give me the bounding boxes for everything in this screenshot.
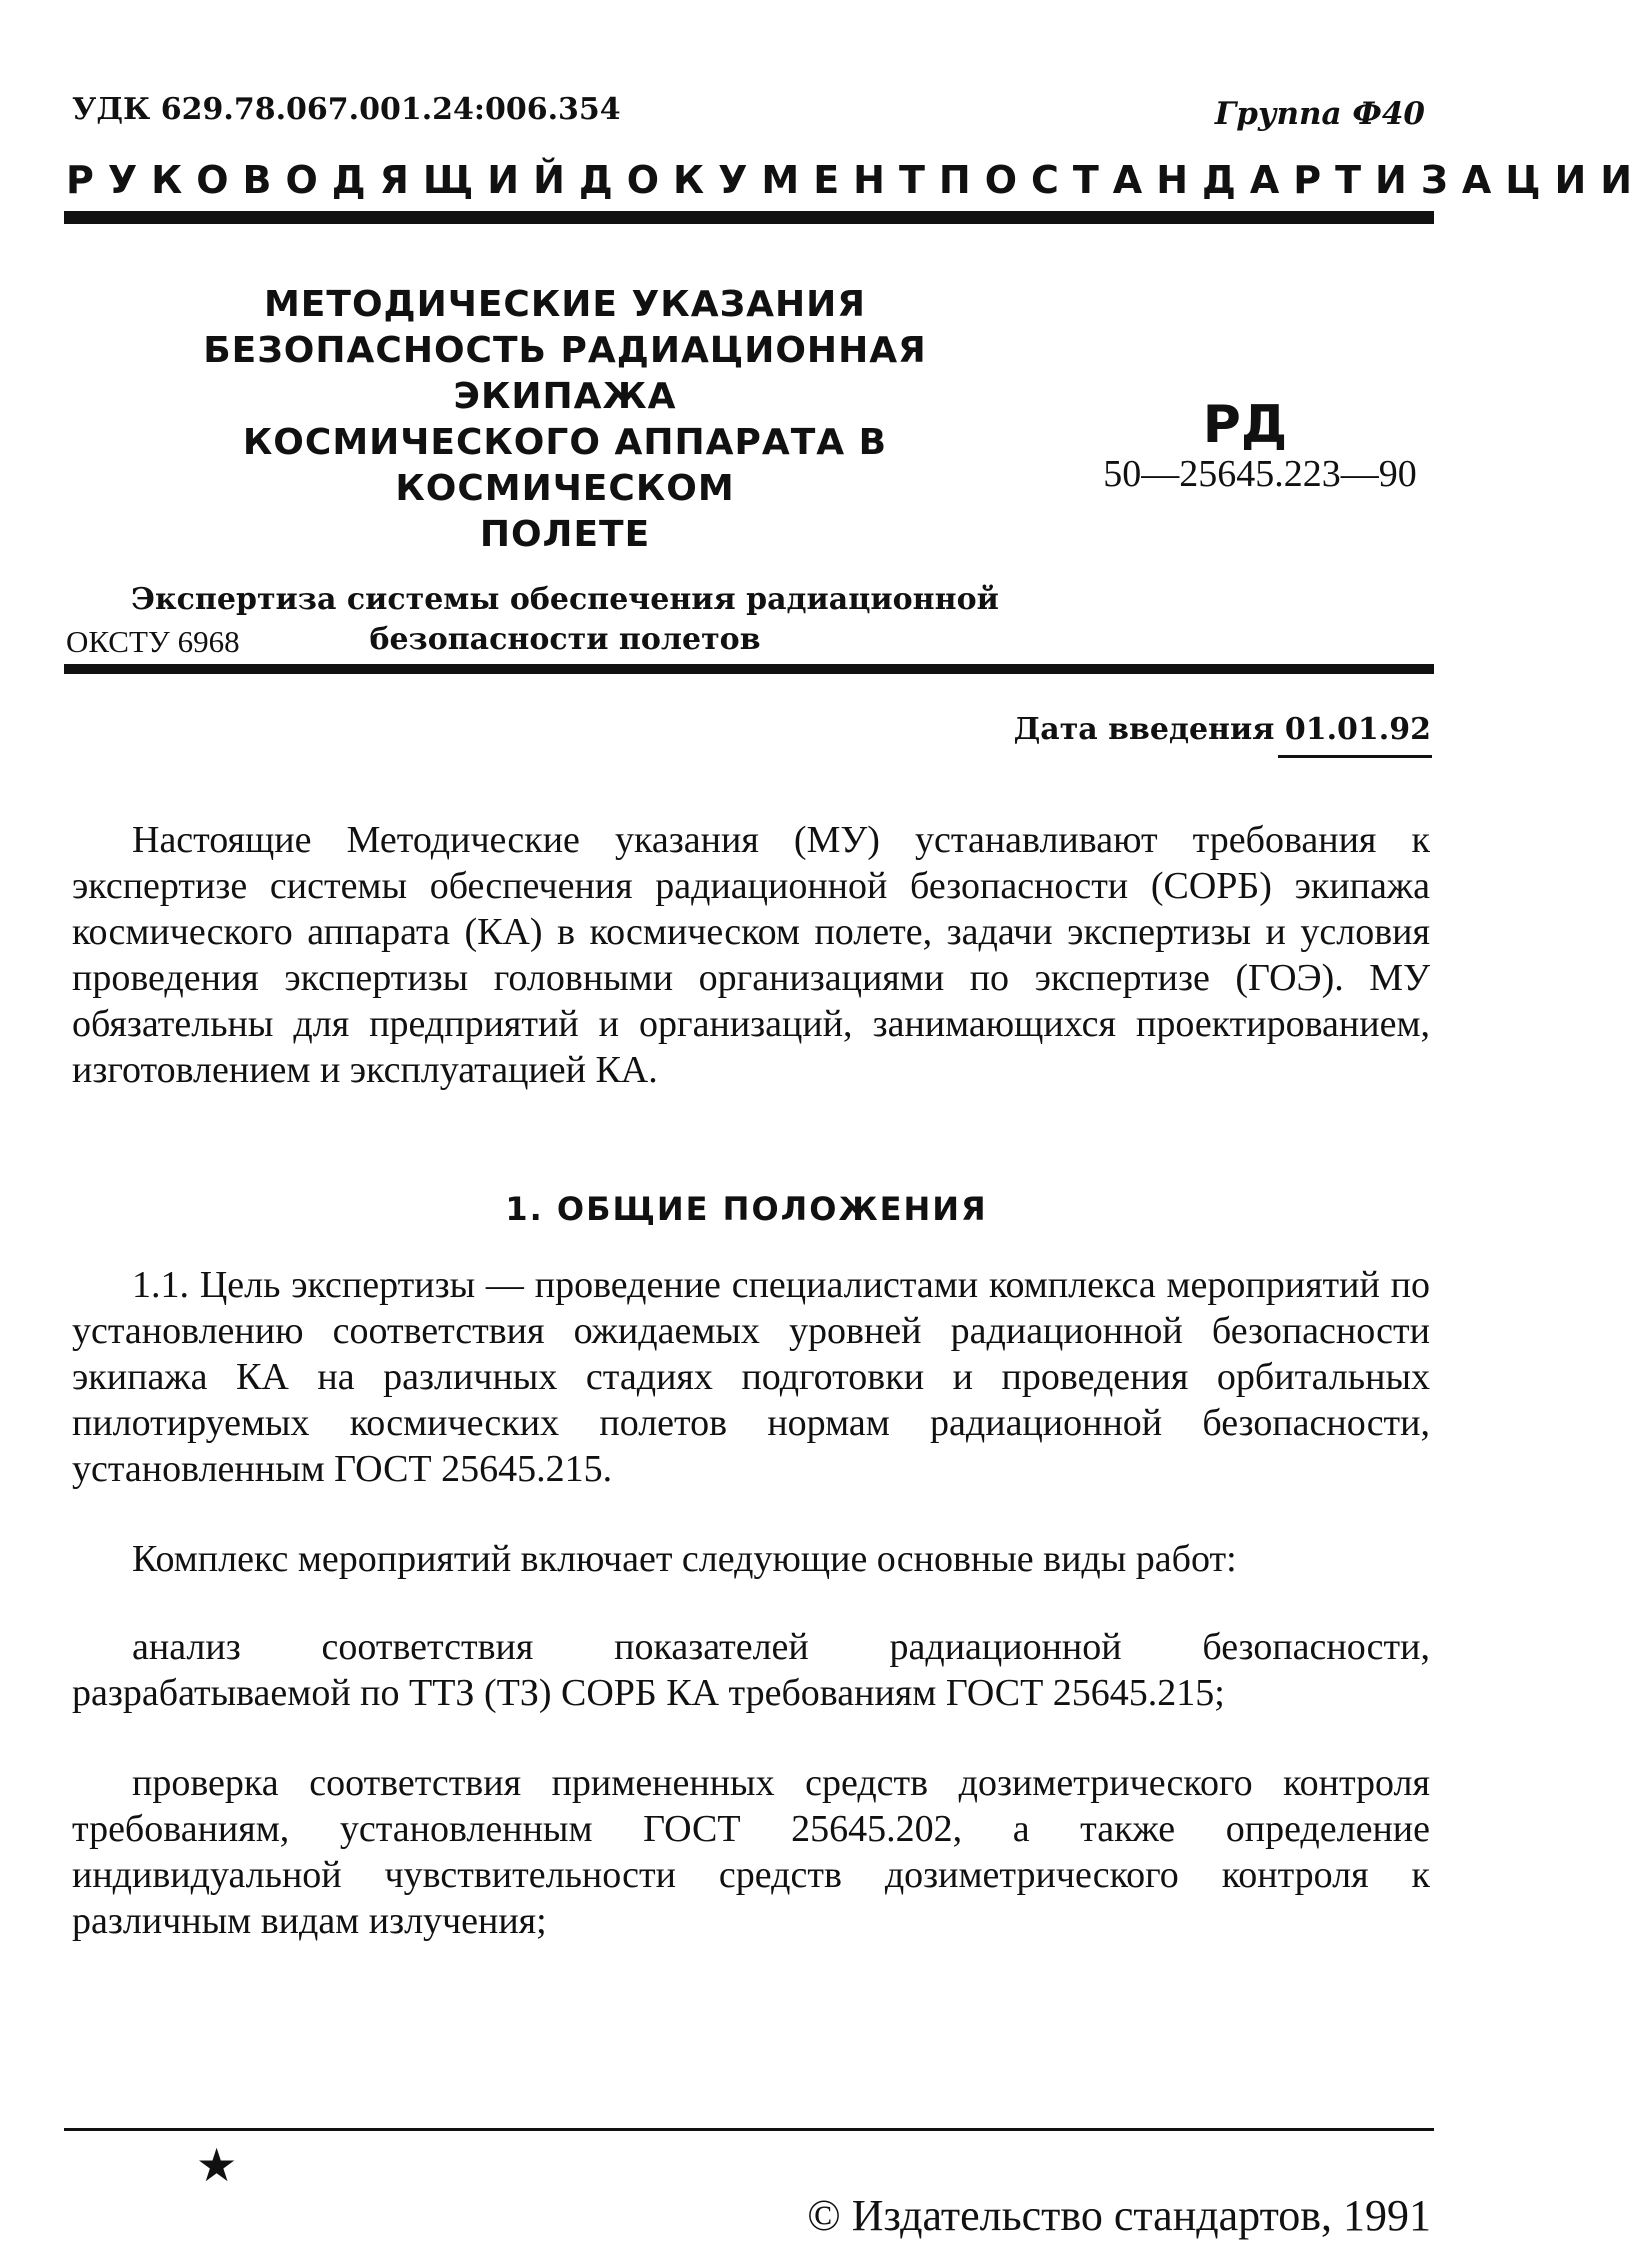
intro-paragraph: Настоящие Методические указания (МУ) устанавливают требования к экспертизе системы обеспечения радиационной безопасности (СОРБ) экипажа космического аппарата (КА) в космическом полете, задачи экспертизы и условия проведения экспертизы головными организациями по экспертизе (ГОЭ). МУ обязательны для предприятий и организаций, занимающихся проектированием, изготовлением и эксплуатацией КА. (72, 819, 1430, 1091)
document-number: 50—25645.223—90 (1103, 453, 1417, 495)
body-paragraph: анализ соответствия показателей радиационной безопасности, разрабатываемой по ТТЗ (ТЗ) СОРБ КА требованиям ГОСТ 25645.215; (72, 1626, 1430, 1714)
series-word: СТАНДАРТИЗАЦИИ (1031, 158, 1646, 202)
body-paragraph: проверка соответствия примененных средств дозиметрического контроля требованиям, установленным ГОСТ 25645.202, а также определение индивидуальной чувствительности средств дозиметрического контроля к различным видам излучения; (72, 1762, 1430, 1942)
oksty-rule (64, 664, 1434, 674)
title-line: БЕЗОПАСНОСТЬ РАДИАЦИОННАЯ ЭКИПАЖА (203, 330, 927, 417)
series-word: ДОКУМЕНТ (578, 158, 939, 202)
oksty-code: ОКСТУ 6968 (66, 624, 240, 659)
udk-code: УДК 629.78.067.001.24:006.354 (72, 92, 621, 127)
title-line: ПОЛЕТЕ (479, 514, 651, 555)
series-word: ПО (938, 158, 1031, 202)
group-code: Группа Ф40 (1214, 96, 1425, 132)
title-line: МЕТОДИЧЕСКИЕ УКАЗАНИЯ (263, 284, 866, 325)
subtitle-line: Экспертиза системы обеспечения радиационной (131, 582, 999, 617)
title-line: КОСМИЧЕСКОГО АППАРАТА В КОСМИЧЕСКОМ (242, 422, 888, 509)
footer-rule (64, 2128, 1434, 2131)
section-heading: 1. ОБЩИЕ ПОЛОЖЕНИЯ (505, 1190, 988, 1228)
introduction-date: Дата введения 01.01.92 (1013, 712, 1431, 747)
series-word: РУКОВОДЯЩИЙ (66, 158, 579, 202)
document-type-label: РД (1202, 395, 1288, 455)
date-underline (1278, 755, 1432, 758)
subtitle-line: безопасности полетов (369, 622, 761, 657)
body-paragraph: Комплекс мероприятий включает следующие основные виды работ: (132, 1538, 1237, 1580)
publisher-imprint: © Издательство стандартов, 1991 (807, 2191, 1431, 2240)
star-icon: ★ (196, 2140, 238, 2191)
body-paragraph: 1.1. Цель экспертизы — проведение специалистами комплекса мероприятий по установлению соответствия ожидаемых уровней радиационной безопасности экипажа КА на различных стадиях подготовки и проведения орбитальных пилотируемых космических полетов нормам радиационной безопасности, установленным ГОСТ 25645.215. (72, 1264, 1430, 1490)
header-thick-rule (64, 211, 1434, 224)
document-series-heading (66, 158, 1646, 202)
title-block (90, 282, 1040, 660)
